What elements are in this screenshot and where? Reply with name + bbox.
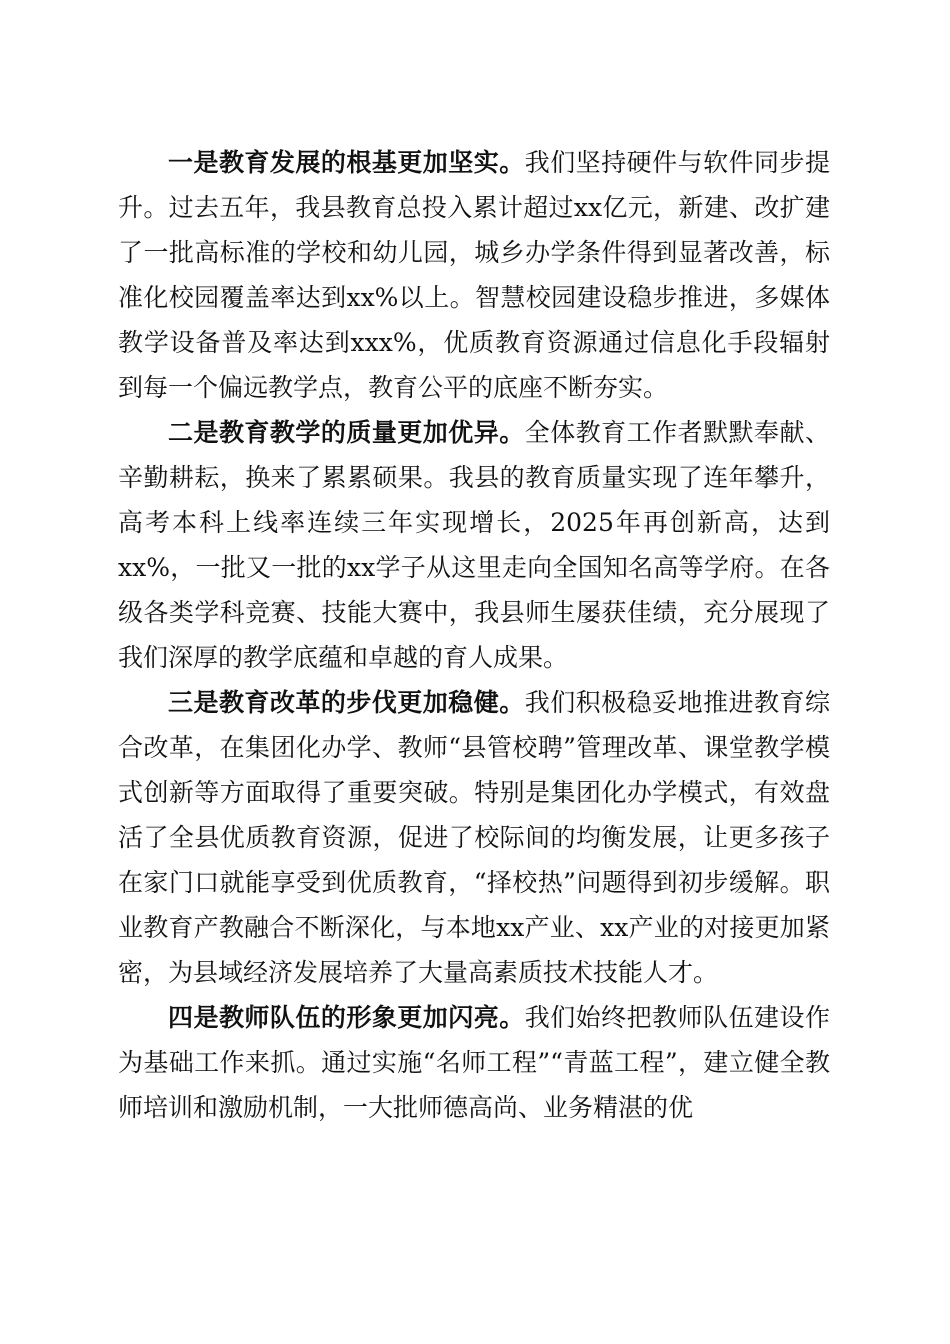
paragraph-2 <box>118 410 830 680</box>
paragraph-text: 我们始终把教师队伍建设作为基础工作来抓。通过实施“名师工程”“青蓝工程”，建立健全教师培训和激励机制，一大批师德高尚、业务精湛的优 <box>118 1003 830 1122</box>
paragraph-text: 我们坚持硬件与软件同步提升。过去五年，我县教育总投入累计超过xx亿元，新建、改扩建了一批高标准的学校和幼儿园，城乡办学条件得到显著改善，标准化校园覆盖率达到xx%以上。智慧校园建设稳步推进，多媒体教学设备普及率达到xxx%，优质教育资源通过信息化手段辐射到每一个偏远教学点，教育公平的底座不断夯实。 <box>118 148 830 402</box>
paragraph-text: 全体教育工作者默默奉献、辛勤耕耘，换来了累累硕果。我县的教育质量实现了连年攀升，高考本科上线率连续三年实现增长，2025年再创新高，达到xx%，一批又一批的xx学子从这里走向全国知名高等学府。在各级各类学科竞赛、技能大赛中，我县师生屡获佳绩，充分展现了我们深厚的教学底蕴和卓越的育人成果。 <box>118 418 830 672</box>
paragraph-text: 我们积极稳妥地推进教育综合改革，在集团化办学、教师“县管校聘”管理改革、课堂教学模式创新等方面取得了重要突破。特别是集团化办学模式，有效盘活了全县优质教育资源，促进了校际间的均衡发展，让更多孩子在家门口就能享受到优质教育，“择校热”问题得到初步缓解。职业教育产教融合不断深化，与本地xx产业、xx产业的对接更加紧密，为县域经济发展培养了大量高素质技术技能人才。 <box>118 688 830 987</box>
document-body <box>118 140 830 1130</box>
paragraph-3 <box>118 680 830 995</box>
paragraph-heading: 二是教育教学的质量更加优异。 <box>168 418 525 447</box>
paragraph-1 <box>118 140 830 410</box>
paragraph-heading: 一是教育发展的根基更加坚实。 <box>168 148 525 177</box>
paragraph-heading: 三是教育改革的步伐更加稳健。 <box>168 688 525 717</box>
paragraph-4 <box>118 995 830 1130</box>
paragraph-heading: 四是教师队伍的形象更加闪亮。 <box>168 1003 525 1032</box>
